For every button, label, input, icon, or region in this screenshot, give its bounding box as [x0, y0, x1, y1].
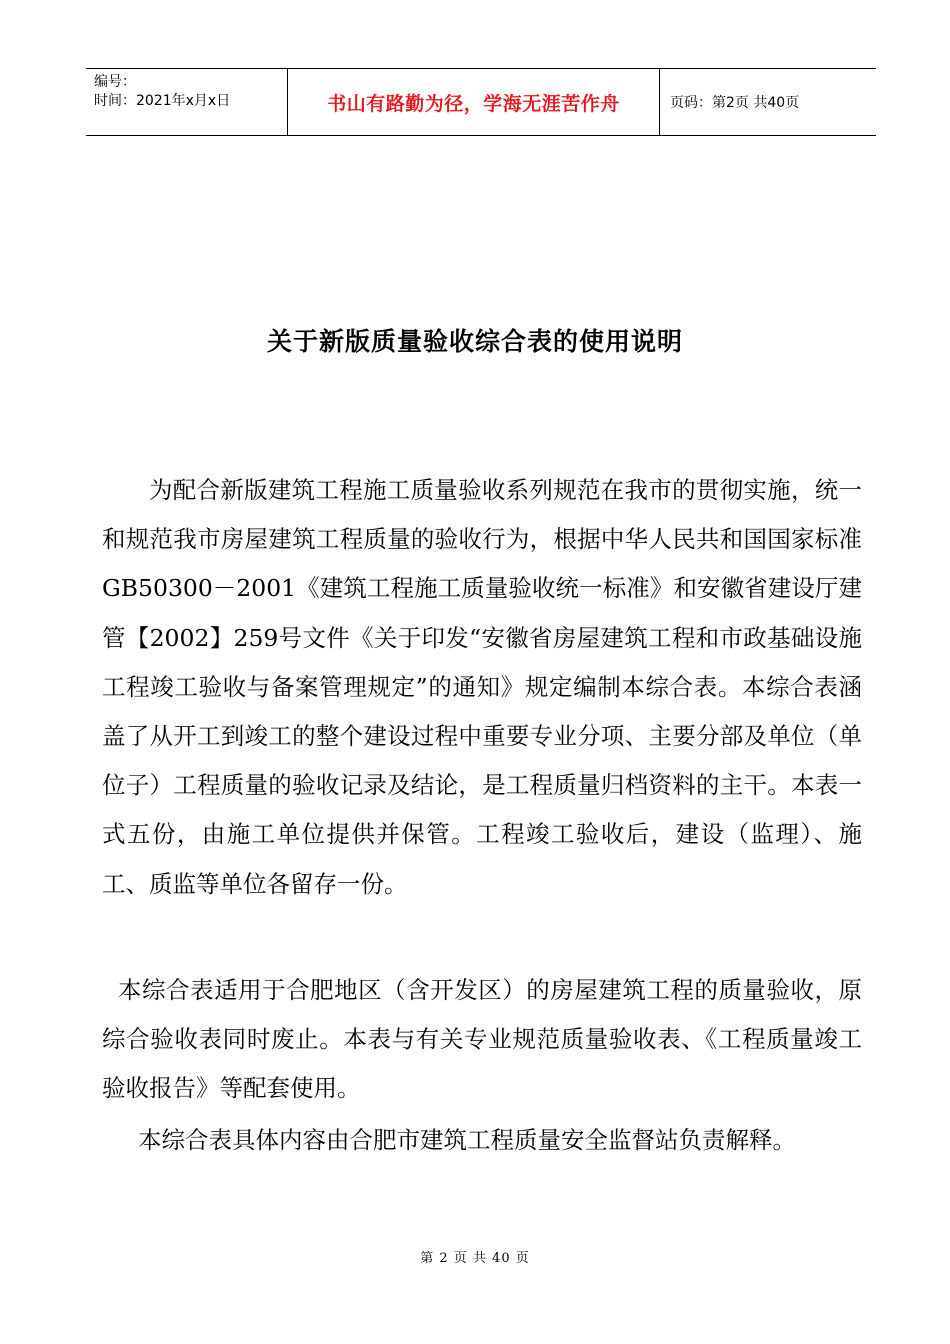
document-number-label: 编号： — [94, 74, 136, 90]
body-paragraph-3: 本综合表具体内容由合肥市建筑工程质量安全监督站负责解释。 — [138, 1126, 796, 1154]
header-meta-cell — [86, 69, 288, 135]
body-paragraph-1: 为配合新版建筑工程施工质量验收系列规范在我市的贯彻实施，统一和规范我市房屋建筑工程质量的验收行为，根据中华人民共和国国家标准GB50300－2001《建筑工程施工质量验收统一标准》和安徽省建设厅建管【2002】259号文件《关于印发“安徽省房屋建筑工程和市政基础设施工程竣工验收与备案管理规定”的通知》规定编制本综合表。本综合表涵盖了从开工到竣工的整个建设过程中重要专业分项、主要分部及单位（单位子）工程质量的验收记录及结论，是工程质量归档资料的主干。本表一式五份，由施工单位提供并保管。工程竣工验收后，建设（监理）、施工、质监等单位各留存一份。 — [102, 476, 862, 898]
header-page-info: 页码：第2页 共40页 — [670, 95, 800, 111]
document-title: 关于新版质量验收综合表的使用说明 — [266, 327, 683, 356]
document-time-label: 时间：2021年x月x日 — [94, 93, 231, 109]
header-motto: 书山有路勤为径，学海无涯苦作舟 — [288, 69, 660, 135]
page-header-table — [86, 68, 876, 136]
page-footer: 第 2 页 共 40 页 — [420, 1251, 530, 1266]
body-paragraph-2: 本综合表适用于合肥地区（含开发区）的房屋建筑工程的质量验收，原综合验收表同时废止。本表与有关专业规范质量验收表、《工程质量竣工验收报告》等配套使用。 — [102, 976, 862, 1103]
